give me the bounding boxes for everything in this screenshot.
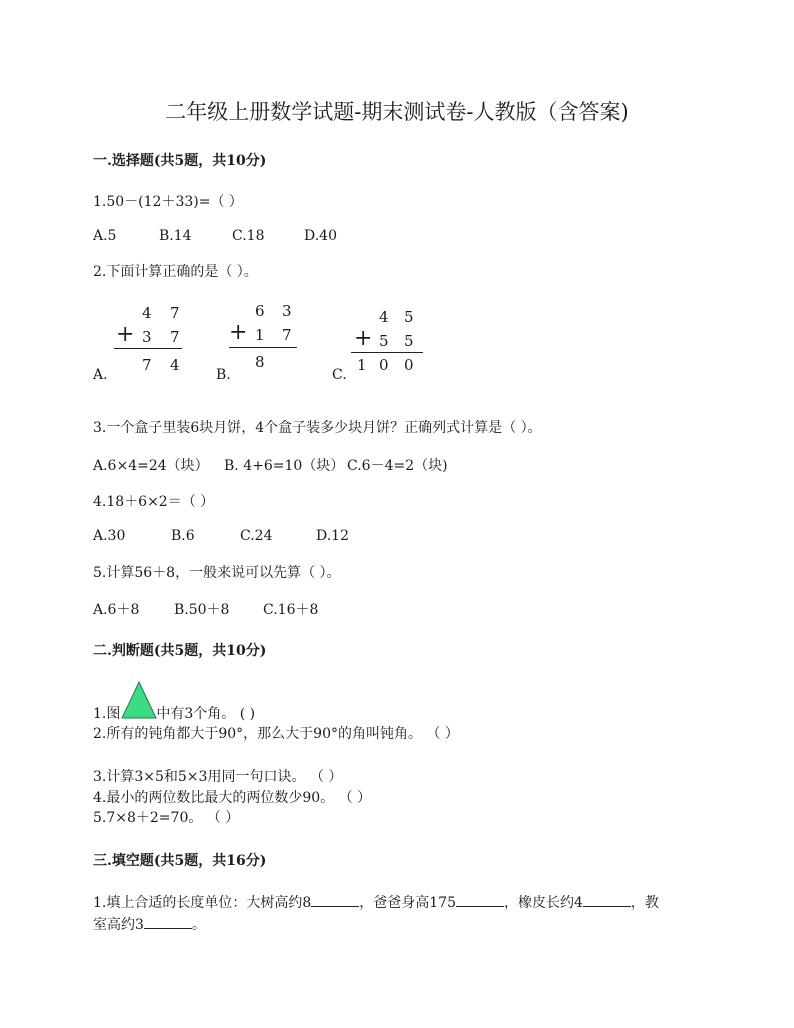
sum-line xyxy=(351,352,423,353)
fill-question-1-line2: 室高约3 。 xyxy=(93,917,206,933)
answer-blank[interactable] xyxy=(583,906,631,907)
section-heading-choice: 一.选择题(共5题，共10分) xyxy=(93,153,267,169)
answer-blank[interactable] xyxy=(144,928,192,929)
option-c: C.16＋8 xyxy=(263,602,319,618)
sum-line xyxy=(229,347,297,348)
section-heading-judge: 二.判断题(共5题，共10分) xyxy=(93,643,267,659)
page-title: 二年级上册数学试题-期末测试卷-人教版（含答案) xyxy=(165,100,629,124)
plus-sign: + xyxy=(116,322,135,347)
choice-question-3: 3.一个盒子里装6块月饼，4个盒子装多少块月饼？正确列式计算是（ ）。 xyxy=(93,420,542,436)
option-c: C.24 xyxy=(240,528,273,544)
option-b: B.14 xyxy=(159,228,192,244)
option-c-label: C. xyxy=(332,367,347,383)
plus-sign: + xyxy=(354,326,373,351)
answer-blank[interactable] xyxy=(311,906,359,907)
vertical-calc-a: 4 7 + 3 7 7 4 A. xyxy=(92,300,192,390)
option-a: A.6＋8 xyxy=(93,602,140,618)
choice-question-1-options xyxy=(93,228,337,244)
judge-question-1: 1.图 中有3个角。 ( ) xyxy=(93,703,255,723)
option-a: A.30 xyxy=(93,528,126,544)
judge-question-3: 3.计算3×5和5×3用同一句口诀。 （ ） xyxy=(93,769,343,785)
answer-blank[interactable] xyxy=(456,906,504,907)
plus-sign: + xyxy=(229,320,248,345)
option-c: C.18 xyxy=(232,228,265,244)
choice-question-5: 5.计算56＋8，一般来说可以先算（ ）。 xyxy=(93,565,341,581)
choice-question-4-options xyxy=(93,528,349,544)
option-b-label: B. xyxy=(216,367,231,383)
judge-question-4: 4.最小的两位数比最大的两位数少90。 （ ） xyxy=(93,790,372,806)
option-c: C.6－4=2（块) xyxy=(347,458,448,474)
option-a-label: A. xyxy=(93,367,108,383)
judge-question-5: 5.7×8＋2=70。 （ ） xyxy=(93,810,240,826)
option-a: A.6×4=24（块） xyxy=(93,458,209,474)
choice-question-5-options xyxy=(93,599,318,619)
choice-question-2: 2.下面计算正确的是（ ）。 xyxy=(93,264,258,280)
choice-question-3-options xyxy=(93,455,448,475)
vertical-calc-b: 6 3 + 1 7 8 B. xyxy=(215,298,315,388)
judge-question-2: 2.所有的钝角都大于90°，那么大于90°的角叫钝角。 （ ） xyxy=(93,726,459,742)
option-a: A.5 xyxy=(93,228,117,244)
triangle-icon xyxy=(120,680,158,720)
section-heading-fill: 三.填空题(共5题，共16分) xyxy=(93,853,267,869)
option-d: D.40 xyxy=(304,228,337,244)
option-b: B.6 xyxy=(171,528,195,544)
triangle-figure xyxy=(120,706,156,718)
vertical-calc-c: 4 5 + 5 5 1 0 0 C. xyxy=(331,304,431,394)
option-d: D.12 xyxy=(316,528,349,544)
option-b: B.50＋8 xyxy=(174,602,230,618)
sum-line xyxy=(114,348,182,349)
option-b: B. 4+6=10（块） xyxy=(224,458,345,474)
choice-question-4: 4.18＋6×2＝（ ） xyxy=(93,494,215,510)
choice-question-1: 1.50－(12＋33)=（ ） xyxy=(93,194,243,210)
fill-question-1-line1: 1.填上合适的长度单位：大树高约8 ，爸爸身高175 ，橡皮长约4 ，教 xyxy=(93,895,659,911)
